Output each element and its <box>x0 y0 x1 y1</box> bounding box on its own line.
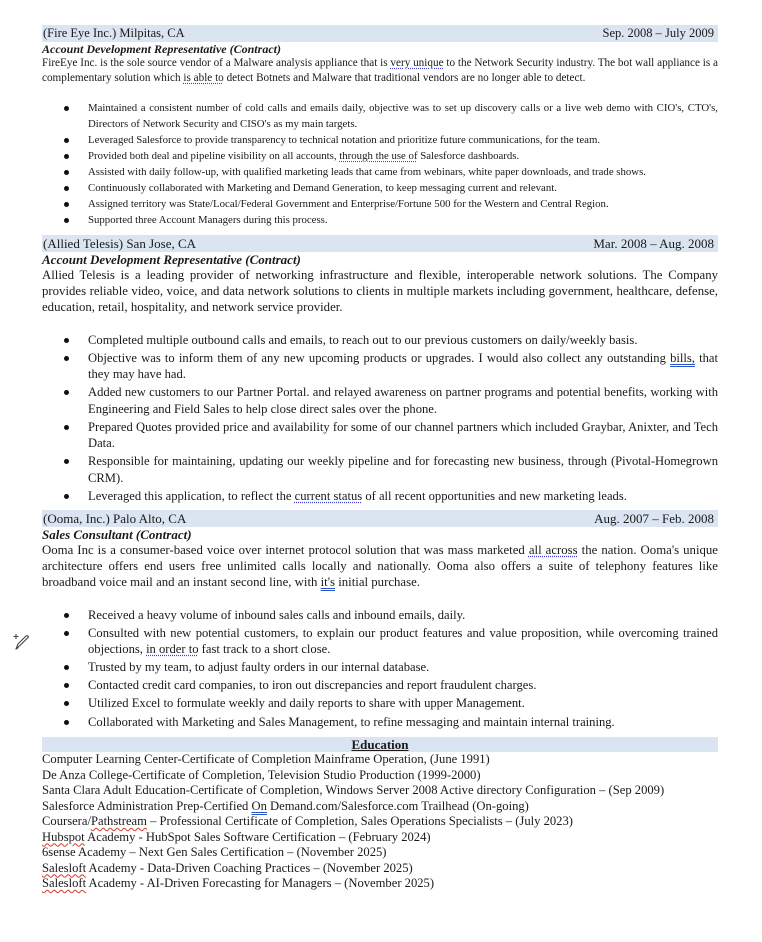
education-item: Computer Learning Center-Certificate of Completion Mainframe Operation, (June 1991) <box>42 752 490 766</box>
job-dates: Mar. 2008 – Aug. 2008 <box>593 235 714 251</box>
bullet-item: Assisted with daily follow-up, with qualified marketing leads that came from webinars, white paper downloads, and trade shows. <box>42 165 718 181</box>
bullet-item: Added new customers to our Partner Portal. and relayed awareness on partner programs and potential benefits, working with Engineering and Field Sales to help close direct sales over the phone. <box>42 384 718 417</box>
job-header-band <box>42 25 718 42</box>
bullet-icon <box>64 665 69 670</box>
bullet-item: Leveraged this application, to reflect the current status of all recent opportunities and new marketing leads. <box>42 488 718 505</box>
job-bullets <box>42 101 718 229</box>
bullet-icon <box>64 218 69 223</box>
bullet-item: Objective was to inform them of any new upcoming products or upgrades. I would also collect any outstanding bills, that they may have had. <box>42 350 718 383</box>
job-header-band <box>42 510 718 527</box>
company-location: (Allied Telesis) San Jose, CA <box>43 235 197 251</box>
bullet-item: Maintained a consistent number of cold calls and emails daily, objective was to set up discovery calls or a live web demo with CIO's, CTO's, Directors of Network Security and CISO's as my main targets. <box>42 101 718 132</box>
bullet-icon <box>64 138 69 143</box>
bullet-icon <box>64 154 69 159</box>
job-dates: Sep. 2008 – July 2009 <box>602 26 714 40</box>
bullet-item: Contacted credit card companies, to iron out discrepancies and report fraudulent charges. <box>42 677 718 694</box>
bullet-icon <box>64 459 69 464</box>
bullet-item: Prepared Quotes provided price and availability for some of our channel partners which included Graybar, Anixter, and Tech Data. <box>42 419 718 452</box>
bullet-icon <box>64 701 69 706</box>
bullet-item: Provided both deal and pipeline visibility on all accounts, through the use of Salesforce dashboards. <box>42 149 718 165</box>
bullet-icon <box>64 683 69 688</box>
bullet-item: Utilized Excel to formulate weekly and daily reports to share with upper Management. <box>42 695 718 712</box>
education-item: Salesloft Academy - AI-Driven Forecasting for Managers – (November 2025) <box>42 876 435 890</box>
bullet-item: Continuously collaborated with Marketing and Demand Generation, to keep messaging current and relevant. <box>42 181 718 197</box>
education-section <box>42 737 718 892</box>
company-location: (Ooma, Inc.) Palo Alto, CA <box>43 510 187 526</box>
job-bullets <box>42 607 718 730</box>
bullet-icon <box>64 338 69 343</box>
bullet-icon <box>64 390 69 395</box>
company-location: (Fire Eye Inc.) Milpitas, CA <box>43 26 185 40</box>
job-description: Allied Telesis is a leading provider of networking infrastructure and flexible, interoperable network solutions. The Company provides reliable video, voice, and data network solutions to clients in multiple markets including government, healthcare, defense, education, retail, hospitality, and network service provider. <box>42 267 718 314</box>
education-item: Salesloft Academy - Data-Driven Coaching Practices – (November 2025) <box>42 860 413 875</box>
pen-sparkle-glyph <box>12 632 32 652</box>
bullet-item: Supported three Account Managers during this process. <box>42 213 718 229</box>
experience-allied-telesis <box>42 235 718 505</box>
editor-pen-sparkle-icon[interactable] <box>12 632 32 652</box>
education-heading: Education <box>351 737 409 752</box>
bullet-item: Completed multiple outbound calls and emails, to reach out to our previous customers on daily/weekly basis. <box>42 332 718 349</box>
education-item: 6sense Academy – Next Gen Sales Certification – (November 2025) <box>42 845 387 859</box>
bullet-icon <box>64 720 69 725</box>
job-description: FireEye Inc. is the sole source vendor of a Malware analysis appliance that is very unique to the Network Security industry. The bot wall appliance is a complementary solution which is able to detect Botnets and Malware that traditional vendors are no longer able to detect. <box>42 57 719 84</box>
bullet-icon <box>64 425 69 430</box>
bullet-icon <box>64 631 69 636</box>
job-role: Account Development Representative (Contract) <box>42 251 301 267</box>
bullet-icon <box>64 202 69 207</box>
job-role: Sales Consultant (Contract) <box>42 526 192 542</box>
experience-ooma <box>42 510 718 730</box>
bullet-item: Responsible for maintaining, updating our weekly pipeline and for forecasting new business, through (Pivotal-Homegrown CRM). <box>42 453 718 486</box>
job-role: Account Development Representative (Contract) <box>42 42 281 56</box>
education-item: Coursera/Pathstream – Professional Certificate of Completion, Sales Operations Specialists – (July 2023) <box>42 814 573 828</box>
bullet-item: Received a heavy volume of inbound sales calls and inbound emails, daily. <box>42 607 718 624</box>
bullet-item: Collaborated with Marketing and Sales Management, to refine messaging and maintain internal training. <box>42 714 718 731</box>
resume-page <box>42 25 718 892</box>
job-header-band <box>42 235 718 252</box>
education-item: Santa Clara Adult Education-Certificate of Completion, Windows Server 2008 Active directory Configuration – (Sep 2009) <box>42 783 665 797</box>
education-list <box>42 752 718 892</box>
bullet-icon <box>64 106 69 111</box>
bullet-item: Assigned territory was State/Local/Federal Government and Enterprise/Fortune 500 for the Western and Central Region. <box>42 197 718 213</box>
education-heading-band <box>42 737 718 752</box>
bullet-item: Trusted by my team, to adjust faulty orders in our internal database. <box>42 659 718 676</box>
bullet-icon <box>64 613 69 618</box>
education-item: Salesforce Administration Prep-Certified On Demand.com/Salesforce.com Trailhead (On-going) <box>42 798 529 813</box>
bullet-item: Leveraged Salesforce to provide transparency to technical notation and prioritize future communications, for the team. <box>42 133 718 149</box>
job-bullets <box>42 332 718 505</box>
bullet-icon <box>64 170 69 175</box>
education-item: De Anza College-Certificate of Completion, Television Studio Production (1999-2000) <box>42 767 481 782</box>
bullet-icon <box>64 494 69 499</box>
job-description: Ooma Inc is a consumer-based voice over internet protocol solution that was mass marketed all across the nation. Ooma's unique architecture offers end users free unlimited calls locally and nationally. Ooma also offers a suite of telephony features like broadband voice mail and an instant second line, with it's initial purchase. <box>42 542 718 589</box>
experience-fireeye <box>42 25 718 229</box>
bullet-icon <box>64 186 69 191</box>
bullet-icon <box>64 356 69 361</box>
bullet-item: Consulted with new potential customers, to explain our product features and value proposition, while overcoming trained objections, in order to fast track to a short close. <box>42 625 718 658</box>
education-item: Hubspot Academy - HubSpot Sales Software Certification – (February 2024) <box>42 829 431 844</box>
job-dates: Aug. 2007 – Feb. 2008 <box>594 510 714 526</box>
